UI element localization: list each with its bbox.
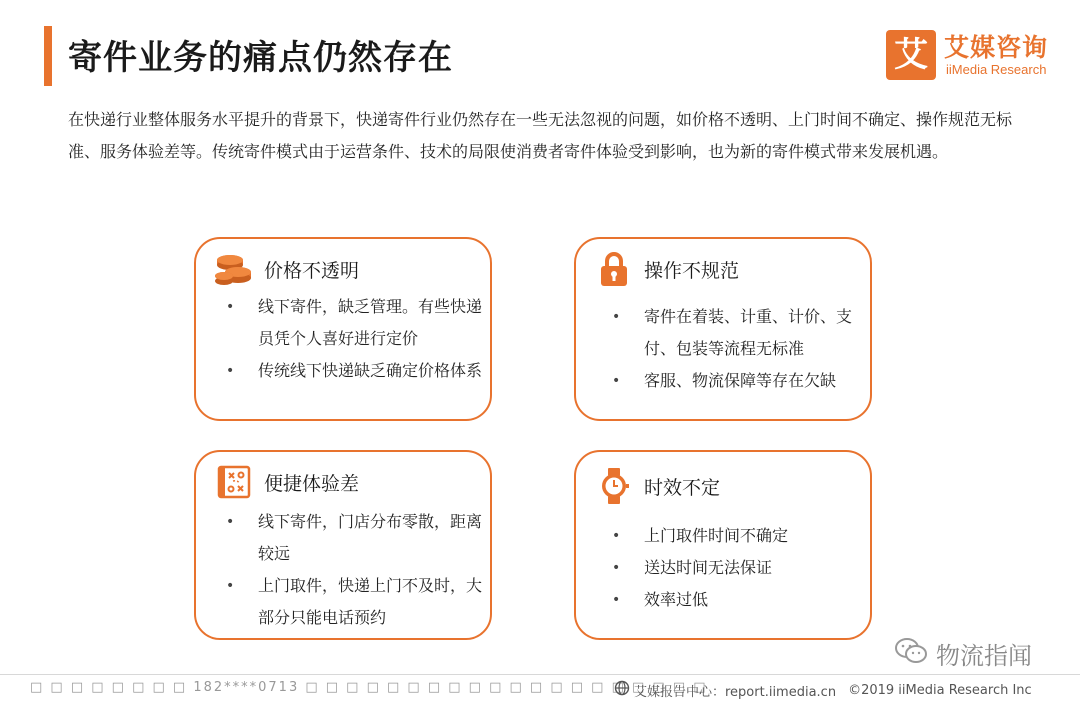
globe-icon <box>614 680 630 700</box>
card-price-opacity <box>194 237 492 421</box>
wechat-icon <box>894 637 928 671</box>
logo-chinese-name: 艾媒咨询 <box>944 33 1049 62</box>
card-header <box>594 251 739 287</box>
footer-copyright: ©2019 iiMedia Research Inc <box>848 682 1032 698</box>
card-poor-convenience <box>194 450 492 640</box>
logo-mark: 艾 <box>886 30 936 80</box>
logo-english-name: iiMedia Research <box>946 62 1047 77</box>
card-header <box>594 468 720 504</box>
title-accent-bar <box>44 26 52 86</box>
card-bullet-list <box>226 506 486 634</box>
intro-paragraph: 在快递行业整体服务水平提升的背景下，快递寄件行业仍然存在一些无法忽视的问题，如价格不透明、上门时间不确定、操作规范无标准、服务体验差等。传统寄件模式由于运营条件、技术的局限使消费者寄件体验受到影响，也为新的寄件模式带来发展机遇。 <box>68 110 1013 161</box>
bullet-item: • 传统线下快递缺乏确定价格体系 <box>226 355 486 387</box>
watermark-text: 物流指闻 <box>936 642 1032 670</box>
card-bullet-list <box>612 301 872 397</box>
lock-icon <box>594 251 634 287</box>
iimedia-logo <box>886 28 1066 84</box>
bullet-item: • 客服、物流保障等存在欠缺 <box>612 365 872 397</box>
wechat-watermark <box>894 636 1032 671</box>
footer-left-text: □ □ □ □ □ □ □ □ 182****0713 □ □ □ □ □ □ □ □ □ □ □ □ □ □ □ □ □ □ □ □ <box>30 680 708 695</box>
bullet-item: • 上门取件时间不确定 <box>612 520 872 552</box>
bullet-item: • 寄件在着装、计重、计价、支付、包装等流程无标准 <box>612 301 872 365</box>
card-bullet-list <box>612 520 872 616</box>
footer-right <box>614 680 1032 700</box>
watch-icon <box>594 468 634 504</box>
coins-icon <box>214 251 254 287</box>
card-nonstandard-operation <box>574 237 872 421</box>
card-uncertain-timeliness <box>574 450 872 640</box>
strategy-board-icon <box>214 464 254 500</box>
bullet-item: • 效率过低 <box>612 584 872 616</box>
bullet-item: • 线下寄件，缺乏管理。有些快递员凭个人喜好进行定价 <box>226 291 486 355</box>
bullet-item: • 送达时间无法保证 <box>612 552 872 584</box>
card-title: 时效不定 <box>644 476 721 499</box>
page-title: 寄件业务的痛点仍然存在 <box>68 38 453 78</box>
footer-divider <box>0 674 1080 675</box>
card-title: 操作不规范 <box>644 259 740 282</box>
card-bullet-list <box>226 291 486 387</box>
footer-report-center: 艾媒报告中心：report.iimedia.cn <box>634 684 837 700</box>
card-header <box>214 464 359 500</box>
card-title: 价格不透明 <box>264 259 360 282</box>
card-header <box>214 251 359 287</box>
bullet-item: • 上门取件，快递上门不及时，大部分只能电话预约 <box>226 570 486 634</box>
bullet-item: • 线下寄件，门店分布零散，距离较远 <box>226 506 486 570</box>
card-title: 便捷体验差 <box>264 472 360 495</box>
